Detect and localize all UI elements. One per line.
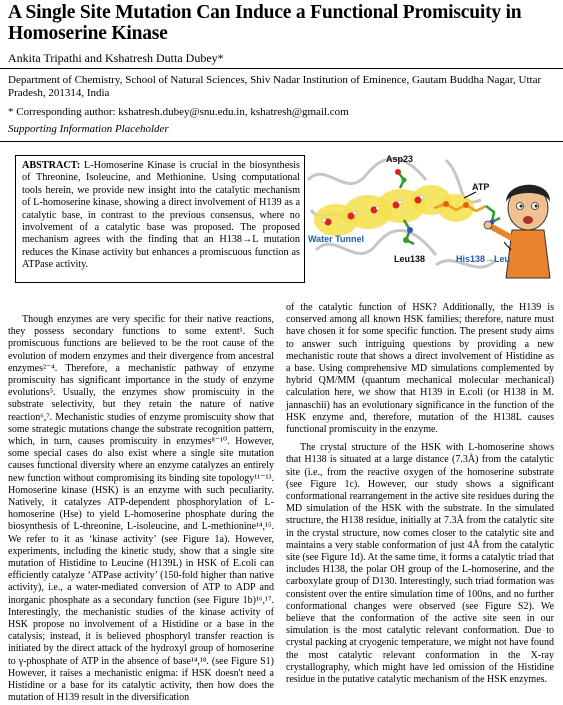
mutation-label: His138→Leu bbox=[456, 254, 511, 264]
pointer-arrow bbox=[464, 192, 476, 198]
author-list: Ankita Tripathi and Kshatresh Dutta Dubey* bbox=[8, 51, 224, 65]
abstract-label: ABSTRACT: bbox=[22, 160, 81, 171]
asp23-residue bbox=[395, 169, 407, 188]
body-right-column bbox=[286, 302, 554, 686]
water-tunnel bbox=[314, 185, 474, 236]
header-bottom-divider bbox=[0, 141, 563, 142]
affiliation: Department of Chemistry, School of Natural Sciences, Shiv Nadar Institution of Eminence, Gautam Buddha Nagar, Uttar Pradesh, 201314, India bbox=[8, 74, 542, 99]
abstract-text: L-Homoserine Kinase is crucial in the biosynthesis of Threonine, Isoleucine, and Methionine. Using computational tools herein, we provide new insight into the catalytic mechanism of L-homoserine kinase, showing a direct involvement of H139 as a catalytic base, in contrast to the previous consensus, where no involvement of a catalytic base was proposed. The proposed mechanism agrees with the finding that an H138→L mutation reduces the Kinase activity but enhances a promiscuous function as ATPase activity. bbox=[22, 160, 301, 271]
supporting-info-note: Supporting Information Placeholder bbox=[8, 123, 169, 135]
abstract bbox=[22, 160, 300, 272]
asp23-label: Asp23 bbox=[386, 154, 414, 164]
body-left-column bbox=[8, 314, 274, 705]
atp-label: ATP bbox=[472, 182, 490, 192]
water-tunnel-label: Water Tunnel bbox=[308, 234, 364, 244]
body-paragraph: Though enzymes are very specific for their native reactions, they possess secondary functions to some extent¹. Such promiscuous functions are believed to be the root cause of the evolution of modern enzymes and their divergence from ancestral enzymes²⁻⁴. Therefore, a mechanistic pathway of enzyme promiscuity has significant importance in the study of enzyme evolutions⁵. Usually, the enzymes show promiscuity in the substrate selectivity, but they retain the nature of native reaction⁶,⁷. Mechanistic studies of enzyme promiscuity show that some strategic mutations change the substrate recognition pattern, which, in turn, causes promiscuity in enzymes⁸⁻¹⁰. However, some special cases do also exist where a single site mutation causes functional diversity where an enzyme catalyzes an entirely new function without compromising its binding site topology¹¹⁻¹³. Homoserine kinase (HSK) is an enzyme with such peculiarity. Natively, it catalyzes ATP-dependent phosphorylation of L-homoserine (Hse) to yield L-homoserine phosphate during the biosynthesis of L-threonine, L-isoleucine, and L-methionine¹⁴,¹⁵. We refer to it as ‘kinase activity’ (see Figure 1a). However, experiments, including the kinetic study, show that a single site mutation of Histidine to Leucine (H139L) in HSK of E.coli can efficiently catalyze ‘ATPase activity’ (150-fold higher than native activity), i.e., a water-mediated conversion of ATP to ADP and inorganic phosphate as a secondary function (see Figure 1b)¹⁶,¹⁷. Interestingly, the mechanistic studies of the kinase activity of HSK propose no involvement of a Histidine or a base in the catalysis; instead, it is believed phosphoryl transfer reaction is initiated by the direct attack of the hydroxyl group of homoserine to γ-phosphate of ATP in the absence of base¹⁴,¹⁸. (see Figure S1) However, it raises a mechanistic enigma: if HSK doesn't need a Histidine or a base for its catalytic activity, then how does the mutation of H139 result in the diversification bbox=[8, 314, 274, 704]
header-divider bbox=[0, 68, 563, 69]
cartoon-character bbox=[484, 185, 550, 278]
toc-illustration bbox=[306, 150, 558, 290]
toc-graphic bbox=[306, 150, 558, 290]
body-paragraph: of the catalytic function of HSK? Additionally, the H139 is conserved among all known HSK families; therefore, nature must have chosen it for some specific function. The present study aims to answer such intriguing questions by providing a new mechanistic route that shows a direct involvement of Histidine as a base. Using comprehensive MD simulations complemented by hybrid QM/MM (quantum mechanical molecular mechanical) calculation here, we show that H139 in E.coli (or H138 in M. jannaschii) has an evolutionary significance in the function of the HSK enzyme and, therefore, mutation of the H138L causes functional promiscuity in the enzyme. bbox=[286, 302, 554, 436]
body-paragraph: The crystal structure of the HSK with L-homoserine shows that H138 is situated at a large distance (7.3Å) from the catalytic site (i.e., from the reactive oxygen of the homoserine substrate (see Figure 1c). However, our study shows a significant conformational rearrangement in the active site residues during the MD simulation of the HSK with the substrate. In the simulated structure, the H138 residue, initially at 7.3Å from the catalytic site in the crystal structure, now comes closer to the catalytic site and maintains a very stable conformation of just 4Å from the catalytic site (see Figure 1d). At the same time, it forms a catalytic triad that includes H138, the polar OH group of the L-homoserine, and the carboxylate group of D130. Interestingly, such triad formation was consistent over the entire simulation time of 100ns, and no further conformational changes were observed (see Figure S2). We believe that the conformation of the active site seen in our simulation is the most catalytic relevant conformation. Due to crystal packing at cryogenic temperature, we might not have found the most catalytic relevant conformation in the X-ray crystallography, which might have led omission of the Histidine residue in the putative catalytic mechanism of the HSK enzymes. bbox=[286, 442, 554, 686]
leu138-label: Leu138 bbox=[394, 254, 426, 264]
corresponding-author: * Corresponding author: kshatresh.dubey@snu.edu.in, kshatresh@gmail.com bbox=[8, 106, 349, 118]
paper-title: A Single Site Mutation Can Induce a Functional Promiscuity in Homoserine Kinase bbox=[8, 2, 522, 44]
